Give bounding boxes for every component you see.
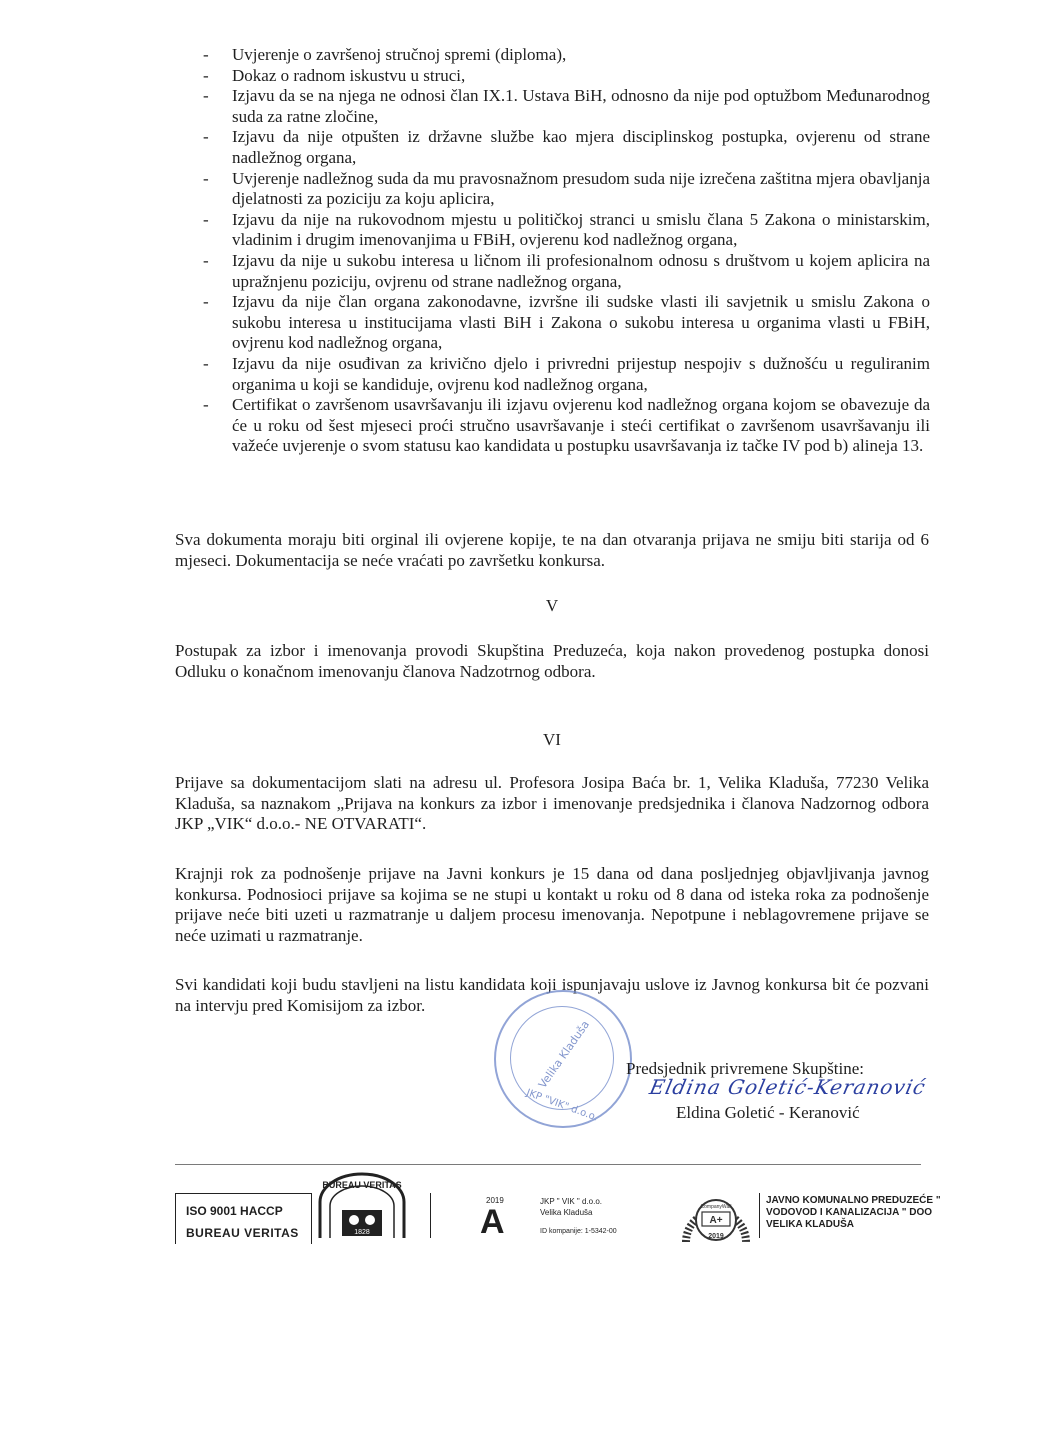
stamp-ring-text: JKP "VIK" d.o.o.	[524, 1087, 600, 1124]
bureau-veritas-logo-icon	[312, 1170, 412, 1240]
list-item	[198, 210, 930, 251]
company-header-line-3: VELIKA KLADUŠA	[766, 1219, 854, 1230]
stamp-city-text: Velika Kladuša	[535, 1018, 593, 1091]
bullet-dash: -	[203, 86, 209, 106]
section-heading-vi: VI	[543, 730, 561, 749]
list-item	[198, 354, 930, 395]
list-item-text: Certifikat o završenom usavršavanju ili izjavu ovjerenu kod nadležnog organa kojom se obavezuje da će u roku od šest mjeseci proći stručno usavršavanje i steći certifikat o završenom usavršavanju ili važeće uvjerenje o svom statusu kao kandidata u postupku usavršavanja iz tačke IV pod b) alineja 13.	[232, 395, 930, 456]
address-paragraph: Prijave sa dokumentacijom slati na adresu ul. Profesora Josipa Baća br. 1, Velika Kladuša, 77230 Velika Kladuša, sa naznakom „Prijava na konkurs za izbor i imenovanje predsjednika i članova Nadzornog odbora JKP „VIK“ d.o.o.- NE OTVARATI“.	[175, 773, 929, 834]
footer-divider-left	[430, 1193, 431, 1238]
list-item-text: Izjavu da nije otpušten iz državne službe kao mjera disciplinskog postupka, ovjerenu od strane nadležnog organa,	[232, 127, 930, 167]
company-header-block	[766, 1195, 976, 1231]
company-info-block	[540, 1196, 602, 1218]
list-item	[198, 251, 930, 292]
list-item-text: Uvjerenje o završenoj stručnoj spremi (diploma),	[232, 45, 567, 64]
company-name: JKP " VIK " d.o.o.	[540, 1197, 603, 1206]
iso-line-2: BUREAU VERITAS	[186, 1226, 299, 1240]
list-item-text: Izjavu da nije u sukobu interesa u ličnom ili profesionalnom odnosu s društvom u kojem aplicira na upražnjenu poziciju, ovjrenu od strane nadležnog organa,	[232, 250, 930, 291]
list-item	[198, 86, 930, 127]
list-item-text: Izjavu da nije na rukovodnom mjestu u političkoj stranci u smislu člana 5 Zakona o ministarskim, vladinim i drugim imenovanjima u FBiH, ovjerenu kod nadležnog organa,	[232, 209, 930, 250]
list-item-text: Dokaz o radnom iskustvu u struci,	[232, 65, 466, 85]
bullet-dash: -	[203, 353, 209, 373]
list-item	[198, 292, 930, 354]
list-item	[198, 169, 930, 210]
deadline-paragraph: Krajnji rok za podnošenje prijave na Javni konkurs je 15 dana od dana posljednjeg objavljivanja javnog konkursa. Podnosioci prijave sa kojima se ne stupi u kontakt u roku od 8 dana od isteka roka za podnošenje prijave neće biti uzeti u razmatranje u daljem procesu imenovanja. Nepotpune i neblagovremene prijave se neće uzimati u razmatranje.	[175, 864, 929, 945]
companywall-rating-icon	[676, 1186, 756, 1242]
list-item	[198, 127, 930, 168]
signature-title: Predsjednik privremene Skupštine:	[626, 1059, 864, 1078]
procedure-paragraph: Postupak za izbor i imenovanja provodi Skupština Preduzeća, koja nakon provedenog postupka donosi Odluku o konačnom imenovanju članova Nadzotrnog odbora.	[175, 641, 929, 681]
list-item-text: Uvjerenje nadležnog suda da mu pravosnažnom presudom suda nije izrečena zaštitna mjera obavljanja djelatnosti za poziciju za koju aplicira,	[232, 168, 930, 209]
bullet-dash: -	[203, 292, 209, 312]
iso-certification-box	[175, 1193, 312, 1244]
list-item-text: Izjavu da nije osuđivan za krivično djelo i privredni prijestup nespojiv s dužnošću u reguliranim organima u koji se kandiduje, ovjrenu kod nadležnog organa,	[232, 353, 930, 394]
list-item	[198, 395, 930, 457]
company-id: ID kompanije: 1-5342-00	[540, 1228, 617, 1235]
list-item	[198, 66, 930, 87]
cw-year: 2019	[708, 1233, 724, 1240]
cw-label: CompanyWall	[700, 1204, 732, 1210]
handwritten-signature: Eldina Goletić-Keranović	[647, 1075, 929, 1099]
candidates-paragraph: Svi kandidati koji budu stavljeni na listu kandidata koji ispunjavaju uslove iz Javnog konkursa bit će pozvani na intervju pred Komisijom za izbor.	[175, 975, 929, 1015]
rating-letter: A	[480, 1203, 505, 1241]
bv-logo-text: BUREAU VERITAS	[322, 1180, 402, 1190]
cw-rating: A+	[709, 1215, 723, 1226]
bv-year-text: 1828	[354, 1229, 370, 1236]
footer-divider-right	[759, 1193, 760, 1238]
bullet-dash: -	[203, 45, 209, 64]
bullet-dash: -	[203, 168, 209, 188]
company-city: Velika Kladuša	[540, 1208, 593, 1217]
bullet-dash: -	[203, 65, 209, 85]
footer-divider	[175, 1164, 921, 1165]
documents-paragraph: Sva dokumenta moraju biti orginal ili ovjerene kopije, te na dan otvaranja prijava ne smiju biti starija od 6 mjeseci. Dokumentacija se neće vraćati po završetku konkursa.	[175, 530, 929, 570]
iso-line-1: ISO 9001 HACCP	[186, 1204, 283, 1218]
section-heading-v: V	[545, 596, 559, 615]
bullet-dash: -	[203, 250, 209, 270]
list-item-text: Izjavu da nije član organa zakonodavne, izvršne ili sudske vlasti ili savjetnik u smislu Zakona o sukobu interesa u institucijama vlasti BiH i Zakona o sukobu interesa u organima vlasti u FBiH, ovjrenu kod nadležnog organa,	[232, 292, 930, 353]
company-stamp	[494, 990, 632, 1128]
signatory-name: Eldina Goletić - Keranović	[676, 1103, 860, 1122]
bullet-dash: -	[203, 127, 209, 147]
company-header-line-1: JAVNO KOMUNALNO PREDUZEĆE "	[766, 1195, 941, 1206]
requirements-list	[198, 45, 930, 457]
rating-year: 2019	[486, 1196, 504, 1205]
bullet-dash: -	[203, 209, 209, 229]
bullet-dash: -	[203, 395, 209, 415]
list-item	[198, 45, 930, 66]
company-header-line-2: VODOVOD I KANALIZACIJA " DOO	[766, 1207, 933, 1218]
list-item-text: Izjavu da se na njega ne odnosi član IX.1. Ustava BiH, odnosno da nije pod optužbom Međunarodnog suda za ratne zločine,	[232, 86, 930, 126]
